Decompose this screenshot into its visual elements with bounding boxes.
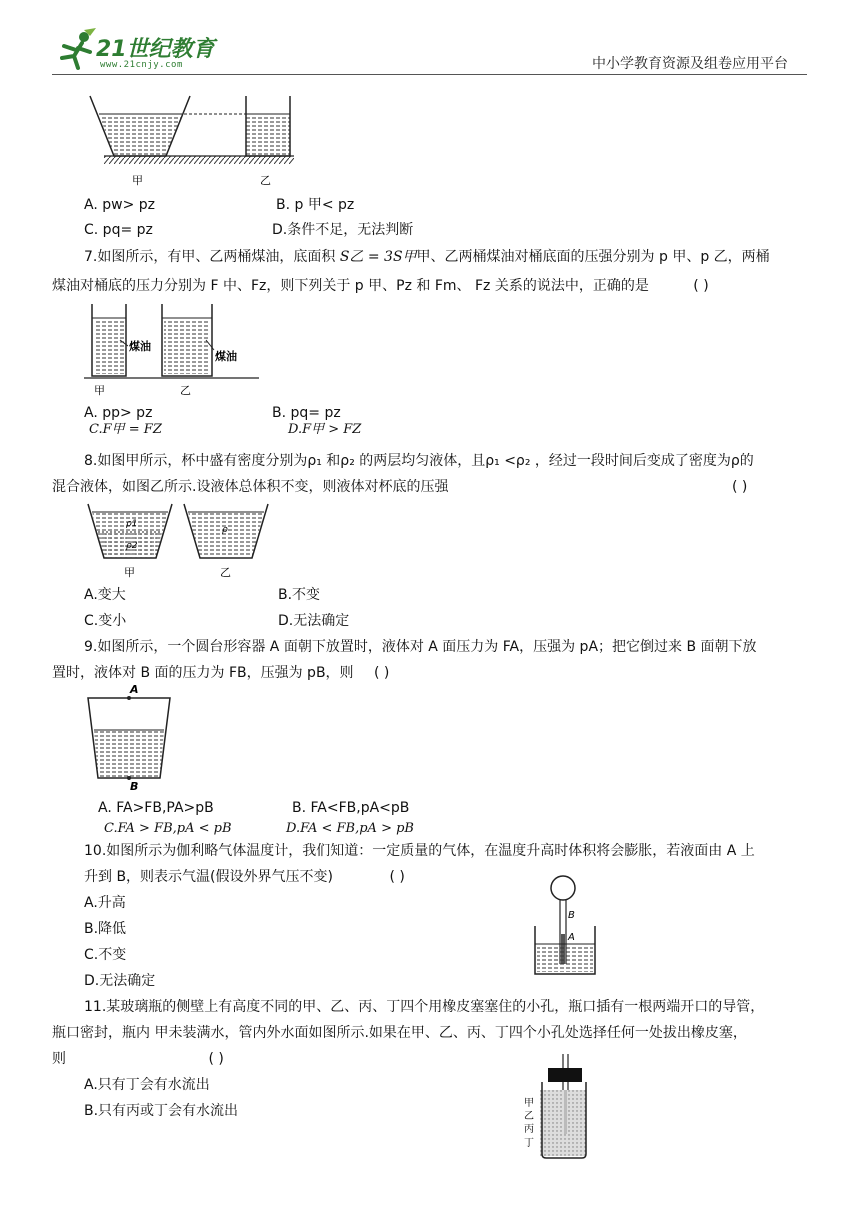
q10-label-a: A (568, 932, 575, 943)
q6-option-d: D.条件不足，无法判断 (272, 222, 414, 238)
q11-label-bing: 丙 (524, 1124, 534, 1135)
q7-label-jia: 甲 (94, 384, 105, 397)
logo-text: 21世纪教育 (96, 37, 215, 62)
q9-line1: 9.如图所示，一个圆台形容器 A 面朝下放置时，液体对 A 面压力为 FA，压强为 pA；把它倒过来 B 面朝下放 (84, 639, 757, 655)
q11-line3: 则 ( ) (52, 1051, 224, 1067)
q10-option-c: C.不变 (84, 947, 127, 963)
q11-option-a: A.只有丁会有水流出 (84, 1077, 210, 1093)
q8-label-rho: ρ (222, 525, 228, 535)
q9-label-a: A (130, 683, 139, 696)
q9-line2: 置时，液体对 B 面的压力为 FB，压强为 pB，则 ( ) (52, 665, 390, 681)
q11-line1: 11.某玻璃瓶的侧壁上有高度不同的甲、乙、丙、丁四个用橡皮塞塞住的小孔，瓶口插有一根两端开口的导管， (84, 999, 765, 1015)
q11-label-yi: 乙 (524, 1111, 534, 1122)
q7-label-kerosene-1: 煤油 (129, 340, 151, 353)
q10-figure (530, 874, 620, 980)
q9-option-a: A. FA>FB,PA>pB (98, 800, 214, 816)
q8-option-b: B.不变 (278, 587, 321, 603)
q10-option-a: A.升高 (84, 895, 126, 911)
q9-figure (82, 682, 182, 794)
platform-name: 中小学教育资源及组卷应用平台 (592, 56, 788, 72)
q6-option-c: C. pq= pz (84, 222, 153, 238)
header-rule (52, 74, 807, 75)
q8-option-c: C.变小 (84, 613, 127, 629)
q11-line2: 瓶口密封，瓶内 甲未装满水，管内外水面如图所示.如果在甲、乙、丙、丁四个小孔处选择任何一处拔出橡皮塞， (52, 1025, 747, 1041)
q7-formula: S乙 = 3S甲 (339, 249, 417, 265)
q6-label-jia: 甲 (132, 174, 143, 187)
q11-label-ding: 丁 (524, 1138, 534, 1149)
q7-figure (84, 300, 264, 400)
q9-option-b: B. FA<FB,pA<pB (292, 800, 410, 816)
q8-option-a: A.变大 (84, 587, 126, 603)
runner-logo-icon (54, 28, 98, 72)
q11-option-b: B.只有丙或丁会有水流出 (84, 1103, 239, 1119)
q7-label-kerosene-2: 煤油 (215, 350, 237, 363)
q10-option-d: D.无法确定 (84, 973, 156, 989)
q10-option-b: B.降低 (84, 921, 127, 937)
q7-option-b: B. pq= pz (272, 405, 341, 421)
q7-line2: 煤油对桶底的压力分别为 F 中、Fz，则下列关于 p 甲、Pz 和 Fm、 Fz 关系的说法中，正确的是 ( ) (52, 278, 709, 294)
q8-figure (84, 500, 284, 580)
q11-label-jia: 甲 (524, 1098, 534, 1109)
q7-line1: 7.如图所示，有甲、乙两桶煤油，底面积 S乙 = 3S甲甲、乙两桶煤油对桶底面的压强分别为 p 甲、p 乙，两桶 (84, 249, 770, 265)
q9-option-c: C.FA > FB,pA < pB (104, 821, 232, 836)
q7-label-yi: 乙 (180, 384, 191, 397)
q8-label-jia: 甲 (124, 566, 135, 579)
q8-label-yi: 乙 (220, 566, 231, 579)
q7-option-c: C.F甲 = FZ (89, 422, 162, 437)
q10-line1: 10.如图所示为伽利略气体温度计，我们知道：一定质量的气体，在温度升高时体积将会膨胀，若液面由 A 上 (84, 843, 755, 859)
q6-label-yi: 乙 (260, 174, 271, 187)
q8-line2: 混合液体，如图乙所示.设液体总体积不变，则液体对杯底的压强 ( ) (52, 479, 748, 495)
q8-label-rho2: ρ2 (126, 541, 138, 551)
q7-option-d: D.F甲 > FZ (288, 422, 362, 437)
q9-label-b: B (130, 780, 139, 793)
q7-option-a: A. pp> pz (84, 405, 153, 421)
q11-figure (520, 1054, 590, 1160)
q6-option-b: B. p 甲< pz (276, 197, 355, 213)
logo-url: www.21cnjy.com (100, 60, 183, 70)
q8-label-rho1: ρ1 (126, 519, 138, 529)
q10-label-b: B (568, 910, 575, 921)
q10-line2: 升到 B，则表示气温(假设外界气压不变) ( ) (84, 869, 405, 885)
q9-option-d: D.FA < FB,pA > pB (286, 821, 414, 836)
q8-line1: 8.如图甲所示，杯中盛有密度分别为ρ₁ 和ρ₂ 的两层均匀液体，且ρ₁ <ρ₂ ，经过一段时间后变成了密度为ρ的 (84, 453, 754, 469)
q8-option-d: D.无法确定 (278, 613, 350, 629)
q6-option-a: A. pw> pz (84, 197, 155, 213)
q6-figure (84, 92, 304, 188)
